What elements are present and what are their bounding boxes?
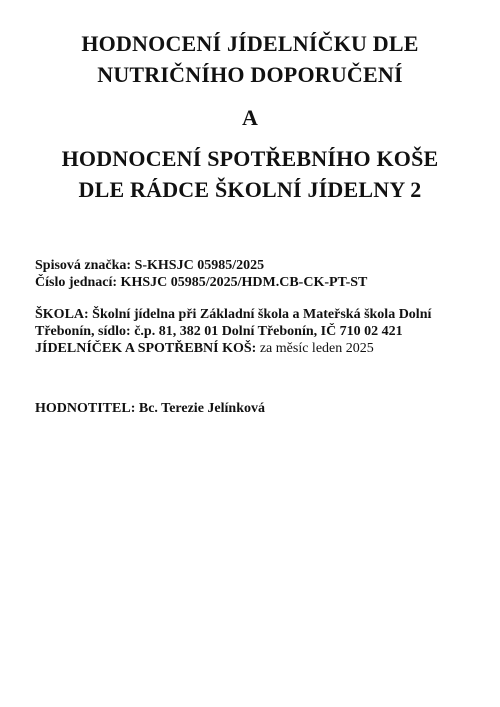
title-line-2: NUTRIČNÍHO DOPORUČENÍ <box>97 62 403 87</box>
spisova-znacka: Spisová značka: S-KHSJC 05985/2025 <box>35 258 265 273</box>
title-line-4: DLE RÁDCE ŠKOLNÍ JÍDELNY 2 <box>78 177 422 202</box>
skola-line-1: ŠKOLA: Školní jídelna při Základní škola a Mateřská škola Dolní <box>35 307 432 322</box>
jidelnicek-period <box>35 340 480 357</box>
jidelnicek-value: za měsíc leden 2025 <box>256 341 374 356</box>
title-line-3: HODNOCENÍ SPOTŘEBNÍHO KOŠE <box>61 146 439 171</box>
jidelnicek-label: JÍDELNÍČEK A SPOTŘEBNÍ KOŠ: <box>35 341 257 356</box>
hodnotitel: HODNOTITEL: Bc. Terezie Jelínková <box>35 401 265 416</box>
cislo-jednaci: Číslo jednací: KHSJC 05985/2025/HDM.CB-CK-PT-ST <box>35 275 368 290</box>
title-conjunction: A <box>241 105 259 130</box>
title-line-1: HODNOCENÍ JÍDELNÍČKU DLE <box>81 31 419 56</box>
skola-line-2: Třebonín, sídlo: č.p. 81, 382 01 Dolní Třebonín, IČ 710 02 421 <box>35 324 403 339</box>
